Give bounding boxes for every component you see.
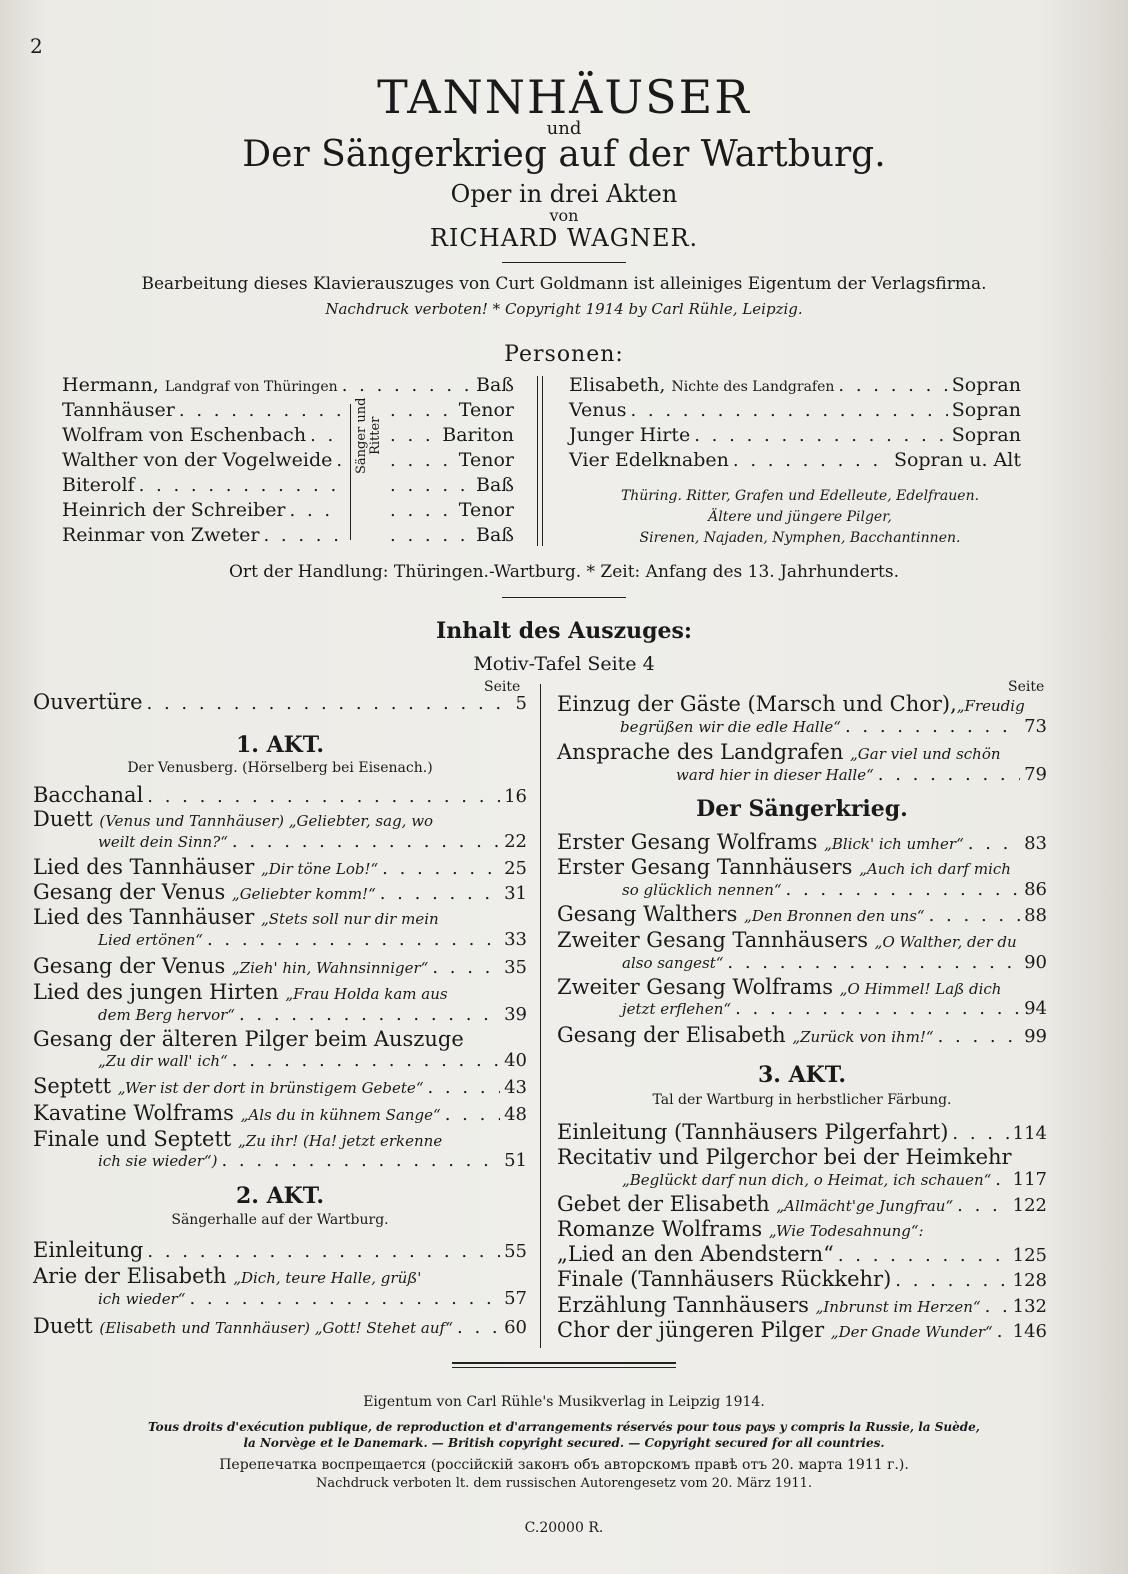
footer-french-1: Tous droits d'exécution publique, de reproduction et d'arrangements réservés pour tous pays y compris la Russie, la Suède, [148, 1420, 980, 1434]
toc-entry: Einzug der Gäste (Marsch und Chor), „Freudig [557, 692, 1025, 716]
setting-divider [502, 597, 626, 598]
motiv-tafel: Motiv-Tafel Seite 4 [473, 653, 655, 675]
toc-entry: Zweiter Gesang Wolframs „O Himmel! Laß dich [557, 975, 1002, 999]
cast-column-divider [542, 376, 543, 546]
contents-column-divider [540, 684, 541, 1348]
cast-row: Reinmar von Zweter . . . [62, 524, 347, 546]
toc-entry: Ansprache des Landgrafen „Gar viel und schön [557, 740, 1001, 764]
footer-french-2: la Norvège et le Danemark. — British copyright secured. — Copyright secured for all countries. [243, 1436, 885, 1450]
toc-entry-cont: begrüßen wir die edle Halle“ . . . 73 [620, 716, 1047, 737]
toc-entry: Einleitung . . . 55 [33, 1238, 527, 1262]
cast-row: Walther von der Vogelweide . . . [62, 449, 347, 471]
contents-heading: Inhalt des Auszuges: [436, 618, 692, 644]
toc-entry: Gesang der Elisabeth „Zurück von ihm!“ . . . 99 [557, 1023, 1047, 1047]
act2-sub: Sängerhalle auf der Wartburg. [171, 1212, 389, 1228]
toc-entry: Zweiter Gesang Tannhäusers „O Walther, der du [557, 928, 1017, 952]
toc-entry-cont: „Beglückt darf nun dich, o Heimat, ich schauen“ . . . 117 [622, 1169, 1047, 1190]
toc-entry: Ouvertüre . . . 5 [33, 690, 527, 714]
toc-entry: Lied des jungen Hirten „Frau Holda kam aus [33, 980, 448, 1004]
cast-voice: . . . Baß [386, 524, 514, 546]
toc-entry: Finale (Tannhäusers Rückkehr) . . . 128 [557, 1267, 1047, 1291]
toc-entry-cont: weilt dein Sinn?“ . . . 22 [98, 831, 527, 852]
toc-entry: Erzählung Tannhäusers „Inbrunst im Herzen“ . . . 132 [557, 1293, 1047, 1317]
act1-heading: 1. AKT. [235, 732, 324, 758]
toc-entry-cont: dem Berg hervor“ . . . 39 [98, 1004, 527, 1025]
seite-label-right: Seite [1008, 679, 1045, 695]
act2-heading: 2. AKT. [235, 1183, 324, 1209]
toc-entry: Septett „Wer ist der dort in brünstigem Gebete“ . . . 43 [33, 1074, 527, 1098]
toc-entry: Finale und Septett „Zu ihr! (Ha! jetzt erkenne [33, 1127, 443, 1151]
cast-voice: . . . Bariton [386, 424, 514, 446]
toc-entry-cont: „Zu dir wall' ich“ . . . 40 [98, 1050, 527, 1071]
page-number: 2 [30, 34, 43, 58]
act3-sub: Tal der Wartburg in herbstlicher Färbung. [652, 1092, 952, 1108]
footer-russian: Перепечатка воспрещается (россійскій законъ объ авторскомъ правѣ отъ 20. марта 1911 г.). [219, 1457, 909, 1473]
title-divider [502, 262, 626, 263]
toc-entry-cont: also sangest“ . . . 90 [622, 952, 1047, 973]
cast-row: Hermann, Landgraf von Thüringen . . . Baß [62, 374, 514, 396]
toc-entry: Romanze Wolframs „Wie Todesahnung“: [557, 1217, 924, 1241]
opera-genre: Oper in drei Akten [450, 180, 678, 208]
toc-entry: Gesang der älteren Pilger beim Auszuge [33, 1027, 464, 1051]
toc-entry: Gesang der Venus „Zieh' hin, Wahnsinniger“ . . . 35 [33, 954, 527, 978]
footer-rule [452, 1367, 676, 1368]
cast-row: Elisabeth, Nichte des Landgrafen . . . Sopran [569, 374, 1021, 396]
toc-entry: Recitativ und Pilgerchor bei der Heimkehr [557, 1145, 1012, 1169]
cast-voice: . . . Tenor [386, 399, 514, 421]
saengerkrieg-heading: Der Sängerkrieg. [696, 796, 908, 822]
cast-row: Junger Hirte . . . Sopran [569, 424, 1021, 446]
toc-entry-cont: so glücklich nennen“ . . . 86 [622, 879, 1047, 900]
cast-row: Tannhäuser . . . [62, 399, 347, 421]
toc-entry: Bacchanal . . . 16 [33, 783, 527, 807]
toc-entry: Duett (Elisabeth und Tannhäuser) „Gott! Stehet auf“ . . . 60 [33, 1314, 527, 1338]
cast-row: Vier Edelknaben . . . Sopran u. Alt [569, 449, 1021, 471]
opera-subtitle: Der Sängerkrieg auf der Wartburg. [242, 134, 886, 175]
toc-entry: Duett (Venus und Tannhäuser) „Geliebter, sag, wo [33, 807, 434, 831]
footer-rule [452, 1362, 676, 1364]
cast-row: Biterolf . . . [62, 474, 347, 496]
toc-entry: Erster Gesang Wolframs „Blick' ich umher“ . . . 83 [557, 830, 1047, 854]
cast-voice: . . . Tenor [386, 499, 514, 521]
arrangement-notice: Bearbeitung dieses Klavierauszuges von Curt Goldmann ist alleiniges Eigentum der Verlagsfirma. [141, 274, 987, 294]
toc-entry-cont: ich wieder“ . . . 57 [98, 1288, 527, 1309]
toc-entry: Gesang der Venus „Geliebter komm!“ . . . 31 [33, 880, 527, 904]
seite-label-left: Seite [484, 679, 521, 695]
toc-entry: Lied des Tannhäuser „Stets soll nur dir mein [33, 905, 439, 929]
cast-voice: . . . Baß [386, 474, 514, 496]
footer-ownership: Eigentum von Carl Rühle's Musikverlag in Leipzig 1914. [363, 1394, 765, 1410]
copyright-notice: Nachdruck verboten! * Copyright 1914 by Carl Rühle, Leipzig. [325, 300, 803, 318]
footer-nachdruck: Nachdruck verboten lt. dem russischen Autorengesetz vom 20. März 1911. [315, 1476, 813, 1491]
toc-entry-cont: Lied ertönen“ . . . 33 [98, 929, 527, 950]
toc-entry: Arie der Elisabeth „Dich, teure Halle, grüß' [33, 1264, 422, 1288]
toc-entry-cont: „Lied an den Abendstern“ . . . 125 [557, 1242, 1047, 1266]
act3-heading: 3. AKT. [757, 1062, 846, 1088]
toc-entry: Lied des Tannhäuser „Dir töne Lob!“ . . . 25 [33, 855, 527, 879]
plate-number: C.20000 R. [524, 1520, 604, 1536]
opera-title: TANNHÄUSER [377, 70, 751, 124]
setting-line: Ort der Handlung: Thüringen.-Wartburg. * Zeit: Anfang des 13. Jahrhunderts. [229, 562, 899, 582]
toc-entry: Gesang Walthers „Den Bronnen den uns“ . . . 88 [557, 902, 1047, 926]
toc-entry-cont: ward hier in dieser Halle“ . . . 79 [676, 764, 1047, 785]
title-und: und [546, 118, 582, 139]
cast-row: Venus . . . Sopran [569, 399, 1021, 421]
toc-entry: Einleitung (Tannhäusers Pilgerfahrt) . . . 114 [557, 1120, 1047, 1144]
act1-sub: Der Venusberg. (Hörselberg bei Eisenach.) [127, 760, 433, 776]
toc-entry: Chor der jüngeren Pilger „Der Gnade Wunder“ . . . 146 [557, 1318, 1047, 1342]
cast-voice: . . . Tenor [386, 449, 514, 471]
toc-entry: Kavatine Wolframs „Als du in kühnem Sange“ . . . 48 [33, 1101, 527, 1125]
cast-bracket [350, 404, 351, 540]
toc-entry-cont: jetzt erflehen“ . . . 94 [622, 998, 1047, 1019]
title-von: von [549, 206, 579, 225]
cast-extras: Thüring. Ritter, Grafen und Edelleute, Edelfrauen. Ältere und jüngere Pilger, Sirenen, Najaden, Nymphen, Bacchantinnen. [620, 488, 980, 546]
cast-row: Heinrich der Schreiber . . . [62, 499, 347, 521]
toc-entry: Gebet der Elisabeth „Allmächt'ge Jungfrau“ . . . 122 [557, 1192, 1047, 1216]
cast-bracket-label: Sänger und Ritter [354, 397, 383, 474]
cast-row: Wolfram von Eschenbach . . . [62, 424, 347, 446]
composer-name: RICHARD WAGNER. [429, 224, 699, 252]
toc-entry: Erster Gesang Tannhäusers „Auch ich darf mich [557, 855, 1011, 879]
personen-heading: Personen: [504, 342, 624, 367]
toc-entry-cont: ich sie wieder“) . . . 51 [98, 1150, 527, 1171]
cast-column-divider [537, 376, 538, 546]
